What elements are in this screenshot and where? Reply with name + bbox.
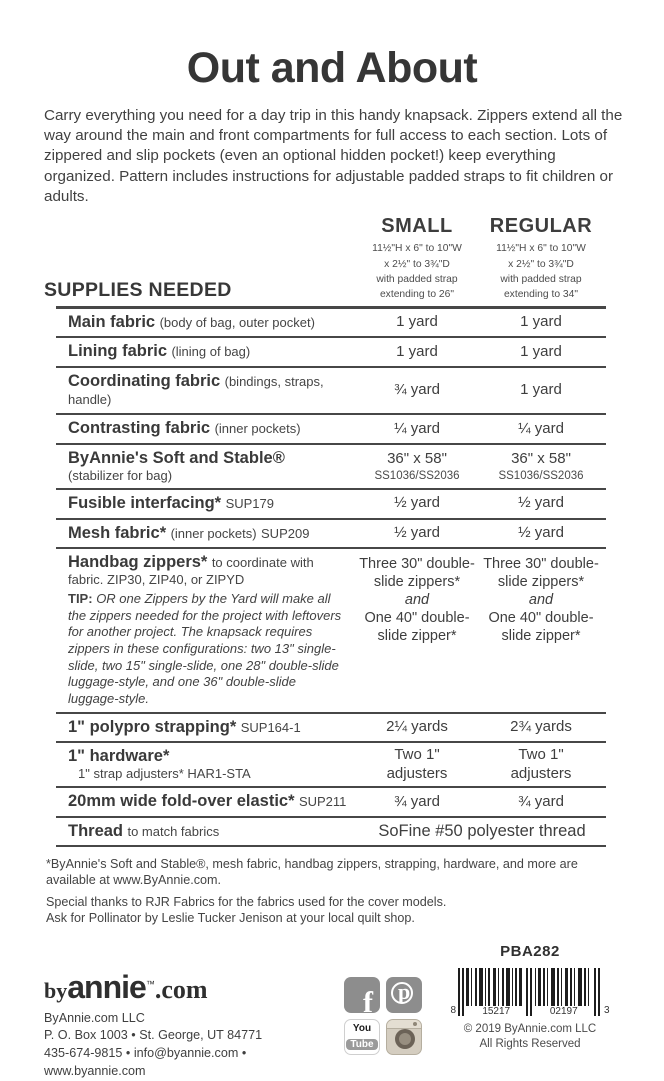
company-name: ByAnnie.com LLC [44, 1010, 145, 1025]
small-value: 1 yard [396, 342, 438, 360]
thread-value: SoFine #50 polyester thread [378, 821, 586, 840]
small-value: Two 1" [394, 745, 440, 763]
regular-value: 1 yard [520, 342, 562, 360]
row-note: to match fabrics [127, 823, 220, 839]
small-zipper-value: Three 30" double-slide zippers* [359, 555, 475, 591]
footnote-thanks: Special thanks to RJR Fabrics for the fabrics used for the cover models. [46, 894, 447, 909]
size-column-regular [476, 215, 606, 306]
regular-dim-line: with padded strap [500, 273, 582, 285]
table-row-fusible-interfacing [56, 490, 606, 519]
small-dim-line: x 2½" to 3¾"D [384, 258, 450, 270]
regular-value: Two 1" [518, 745, 564, 763]
small-value: 36" x 58" [387, 449, 447, 467]
footnote-availability: *ByAnnie's Soft and Stable®, mesh fabric, handbag zippers, strapping, hardware, and more are available at www.ByAnnie.com. [46, 857, 578, 888]
row-label: ByAnnie's Soft and Stable® [68, 448, 285, 467]
supplies-table [56, 306, 606, 847]
row-label: Mesh fabric* [68, 523, 167, 542]
regular-dim-line: extending to 34" [503, 289, 579, 301]
barcode-digit-left: 8 [450, 1004, 456, 1016]
row-label: Handbag zippers* [68, 552, 208, 571]
regular-zipper-value2: One 40" double-slide zipper* [488, 610, 594, 645]
product-code: SUP209 [261, 525, 310, 541]
regular-value-sub: SS1036/SS2036 [498, 469, 584, 482]
row-label: Thread [68, 821, 124, 840]
size-column-small [358, 215, 476, 306]
small-zipper-value2: One 40" double-slide zipper* [364, 610, 470, 645]
row-note: (inner pockets) [214, 421, 301, 437]
byannie-logo [44, 968, 344, 1005]
camera-lens [395, 1029, 415, 1049]
barcode-digit-right: 3 [604, 1004, 610, 1016]
trademark-symbol: ™ [145, 978, 155, 989]
copyright-line2: All Rights Reserved [479, 1038, 581, 1051]
row-label: 1" polypro strapping* [68, 717, 237, 736]
table-row-soft-and-stable [56, 445, 606, 490]
small-value: ¾ yard [394, 381, 440, 399]
regular-value: 36" x 58" [511, 449, 571, 467]
logo-by: by [44, 977, 68, 1003]
table-row-handbag-zippers [56, 549, 606, 714]
regular-zipper-value: Three 30" double-slide zippers* [483, 555, 599, 591]
row-label: 1" hardware* [68, 747, 170, 765]
barcode-numbers [462, 1006, 597, 1017]
size-header-band [44, 215, 620, 306]
barcode-group-2: 02197 [549, 1005, 578, 1017]
logo-com: .com [154, 974, 208, 1004]
tip-label: TIP: [68, 591, 93, 607]
pinterest-icon [386, 977, 422, 1013]
intro-paragraph: Carry everything you need for a day trip in this handy knapsack. Zippers extend all the way around the main and front compartments for full access to each section. Lots of zippered and slip pockets (even an optional hidden pocket!) keep everything organized. Pattern includes instructions for adjustable padded straps to fit children or adults. [44, 107, 623, 205]
row-note: (stabilizer for bag) [68, 468, 173, 484]
footer [44, 943, 620, 1081]
barcode-group-1: 15217 [482, 1005, 511, 1017]
copyright-line1: © 2019 ByAnnie.com LLC [463, 1022, 597, 1035]
row-label: Main fabric [68, 312, 156, 331]
table-row-fold-over-elastic [56, 788, 606, 817]
facebook-icon [344, 977, 380, 1013]
row-note: (bindings, straps, handle) [68, 373, 324, 408]
table-row-polypro-strapping [56, 714, 606, 743]
small-value-line2: adjusters [386, 764, 448, 782]
small-value-sub: SS1036/SS2036 [374, 469, 460, 482]
small-value: ¾ yard [394, 792, 440, 810]
row-note: (inner pockets) [170, 525, 257, 541]
product-code: SUP164-1 [240, 719, 301, 735]
regular-dim-line: x 2½" to 3¾"D [508, 258, 574, 270]
size-small-name: SMALL [381, 215, 453, 238]
tip-text: OR one Zippers by the Yard will make all the zippers needed for the project with leftovers for another project. The knapsack requires zippers in these configurations: two 13" single-slide, two 15" single-slide, one 28" double-slide luggage-style, and one 36" double-slide luggage-style. [68, 591, 342, 706]
supplies-heading: SUPPLIES NEEDED [44, 278, 232, 301]
youtube-tube-text: Tube [346, 1039, 377, 1050]
footnote-pollinator: Ask for Pollinator by Leslie Tucker Jenison at your local quilt shop. [46, 911, 415, 926]
regular-dim-line: 11½"H x 6" to 10"W [496, 243, 586, 255]
page-title: Out and About [186, 44, 478, 92]
regular-value-line2: adjusters [510, 764, 572, 782]
youtube-you-text: You [352, 1022, 372, 1034]
row-note: to coordinate with [211, 554, 314, 570]
pattern-sku: PBA282 [500, 942, 560, 960]
copyright [440, 1022, 620, 1053]
logo-annie: annie [67, 968, 146, 1005]
row-label: Coordinating fabric [68, 371, 221, 390]
table-row-mesh-fabric [56, 520, 606, 549]
small-value: 1 yard [396, 313, 438, 331]
pinterest-ring [391, 982, 413, 1004]
regular-value: ½ yard [518, 523, 564, 541]
table-row-contrasting-fabric [56, 415, 606, 444]
row-label: Contrasting fabric [68, 419, 211, 438]
small-dim-line: 11½"H x 6" to 10"W [372, 243, 462, 255]
size-regular-dimensions [476, 241, 606, 303]
and-word: and [404, 592, 430, 609]
row-label: Fusible interfacing* [68, 494, 222, 513]
product-code: SUP179 [225, 496, 274, 512]
row-label: 20mm wide fold-over elastic* [68, 792, 295, 811]
row-note-line2: 1" strap adjusters* HAR1-STA [78, 766, 251, 782]
barcode-block [440, 943, 620, 1053]
table-row-hardware [56, 743, 606, 788]
regular-value: 2¾ yards [510, 717, 572, 735]
company-address: P. O. Box 1003 • St. George, UT 84771 [44, 1028, 263, 1043]
size-regular-name: REGULAR [489, 215, 593, 238]
row-label: Lining fabric [68, 342, 167, 361]
upc-barcode [448, 968, 611, 1016]
size-small-dimensions [358, 241, 476, 303]
small-value: ¼ yard [394, 419, 440, 437]
table-row-coordinating-fabric [56, 368, 606, 416]
row-note-line2: fabric. ZIP30, ZIP40, or ZIPYD [68, 572, 245, 588]
small-dim-line: extending to 26" [379, 289, 455, 301]
row-note: (body of bag, outer pocket) [159, 314, 315, 330]
regular-value: 1 yard [520, 313, 562, 331]
footnotes [46, 856, 620, 926]
table-row-lining-fabric [56, 338, 606, 367]
company-lines [44, 1010, 344, 1081]
social-icons [344, 977, 422, 1055]
product-code: SUP211 [298, 794, 347, 810]
regular-value: 1 yard [520, 381, 562, 399]
table-row-main-fabric [56, 309, 606, 338]
publisher-block [44, 943, 344, 1081]
small-value: ½ yard [394, 494, 440, 512]
small-dim-line: with padded strap [376, 273, 458, 285]
zipper-tip [68, 591, 354, 707]
regular-value: ¾ yard [518, 792, 564, 810]
company-contact: 435-674-9815 • info@byannie.com • www.byannie.com [44, 1046, 247, 1079]
small-value: 2¼ yards [386, 717, 448, 735]
regular-value: ½ yard [518, 494, 564, 512]
and-word: and [528, 592, 554, 609]
small-value: ½ yard [394, 523, 440, 541]
regular-value: ¼ yard [518, 419, 564, 437]
row-note: (lining of bag) [171, 344, 251, 360]
table-row-thread [56, 818, 606, 847]
